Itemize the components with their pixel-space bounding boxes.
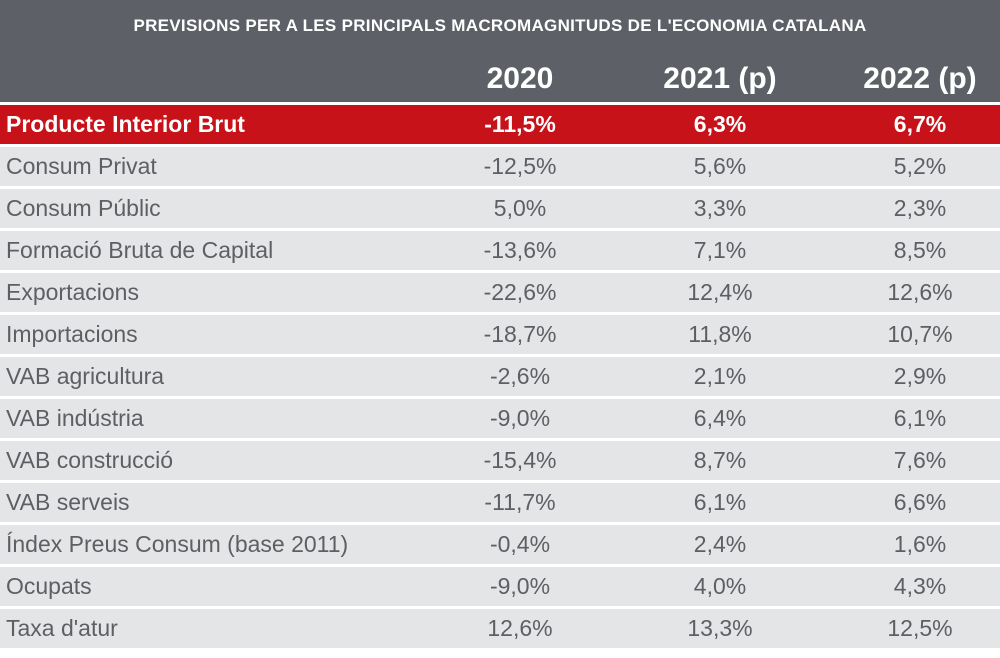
table-row-highlighted [0, 105, 1000, 144]
row-label: Índex Preus Consum (base 2011) [6, 531, 349, 557]
table-row [0, 399, 1000, 438]
row-value-2021: 6,4% [693, 405, 747, 431]
row-value-2020: -2,6% [489, 363, 551, 389]
row-label: VAB indústria [6, 405, 144, 431]
row-value-2022: 1,6% [893, 531, 947, 557]
column-header-2021: 2021 (p) [663, 62, 777, 95]
row-value-2020: -11,5% [484, 111, 556, 137]
row-value-2020: -13,6% [483, 237, 557, 263]
row-value-2020: -12,5% [483, 153, 557, 179]
table-row [0, 441, 1000, 480]
row-value-2022: 10,7% [887, 321, 953, 347]
row-label: VAB construcció [6, 447, 174, 473]
row-value-2021: 13,3% [687, 615, 753, 641]
row-value-2022: 12,5% [887, 615, 953, 641]
row-value-2022: 5,2% [893, 153, 947, 179]
row-value-2021: 8,7% [693, 447, 747, 473]
row-label: Consum Privat [6, 153, 157, 179]
row-value-2021: 3,3% [693, 195, 747, 221]
table-row [0, 483, 1000, 522]
row-label: VAB serveis [6, 489, 130, 515]
table-row [0, 315, 1000, 354]
column-header-2022: 2022 (p) [863, 62, 977, 95]
row-value-2022: 8,5% [893, 237, 947, 263]
row-value-2020: -0,4% [489, 531, 551, 557]
row-value-2021: 12,4% [687, 279, 753, 305]
row-value-2021: 6,3% [693, 111, 747, 137]
table-row [0, 567, 1000, 606]
row-value-2021: 5,6% [693, 153, 747, 179]
row-value-2022: 6,7% [893, 111, 947, 137]
row-value-2020: -18,7% [483, 321, 557, 347]
row-value-2020: -15,4% [483, 447, 557, 473]
row-value-2021: 2,1% [693, 363, 747, 389]
row-value-2020: 12,6% [487, 615, 553, 641]
row-label: Taxa d'atur [6, 615, 118, 641]
row-value-2022: 6,6% [893, 489, 947, 515]
table-row [0, 609, 1000, 648]
row-value-2020: -22,6% [483, 279, 557, 305]
column-header-2020: 2020 [486, 62, 554, 95]
row-value-2022: 6,1% [893, 405, 947, 431]
table-row [0, 525, 1000, 564]
row-value-2021: 11,8% [688, 321, 752, 347]
row-value-2020: -11,7% [484, 489, 556, 515]
row-value-2022: 7,6% [893, 447, 947, 473]
row-value-2022: 2,9% [893, 363, 947, 389]
row-label: VAB agricultura [6, 363, 165, 389]
row-label: Exportacions [6, 279, 139, 305]
table-title: PREVISIONS PER A LES PRINCIPALS MACROMAGNITUDS DE L'ECONOMIA CATALANA [133, 16, 867, 35]
table-row [0, 357, 1000, 396]
row-label: Producte Interior Brut [6, 111, 245, 137]
row-value-2020: -9,0% [489, 573, 551, 599]
row-label: Consum Públic [6, 195, 161, 221]
row-value-2021: 4,0% [693, 573, 747, 599]
table-row [0, 189, 1000, 228]
row-value-2020: 5,0% [493, 195, 547, 221]
row-value-2022: 12,6% [887, 279, 953, 305]
row-value-2022: 2,3% [893, 195, 947, 221]
row-value-2022: 4,3% [893, 573, 947, 599]
row-value-2020: -9,0% [489, 405, 551, 431]
row-value-2021: 2,4% [693, 531, 747, 557]
row-label: Formació Bruta de Capital [6, 237, 274, 263]
table-row [0, 273, 1000, 312]
row-value-2021: 6,1% [693, 489, 747, 515]
row-value-2021: 7,1% [693, 237, 747, 263]
table-row [0, 147, 1000, 186]
row-label: Ocupats [6, 573, 92, 599]
row-label: Importacions [6, 321, 138, 347]
table-header [0, 0, 1000, 102]
table-row [0, 231, 1000, 270]
